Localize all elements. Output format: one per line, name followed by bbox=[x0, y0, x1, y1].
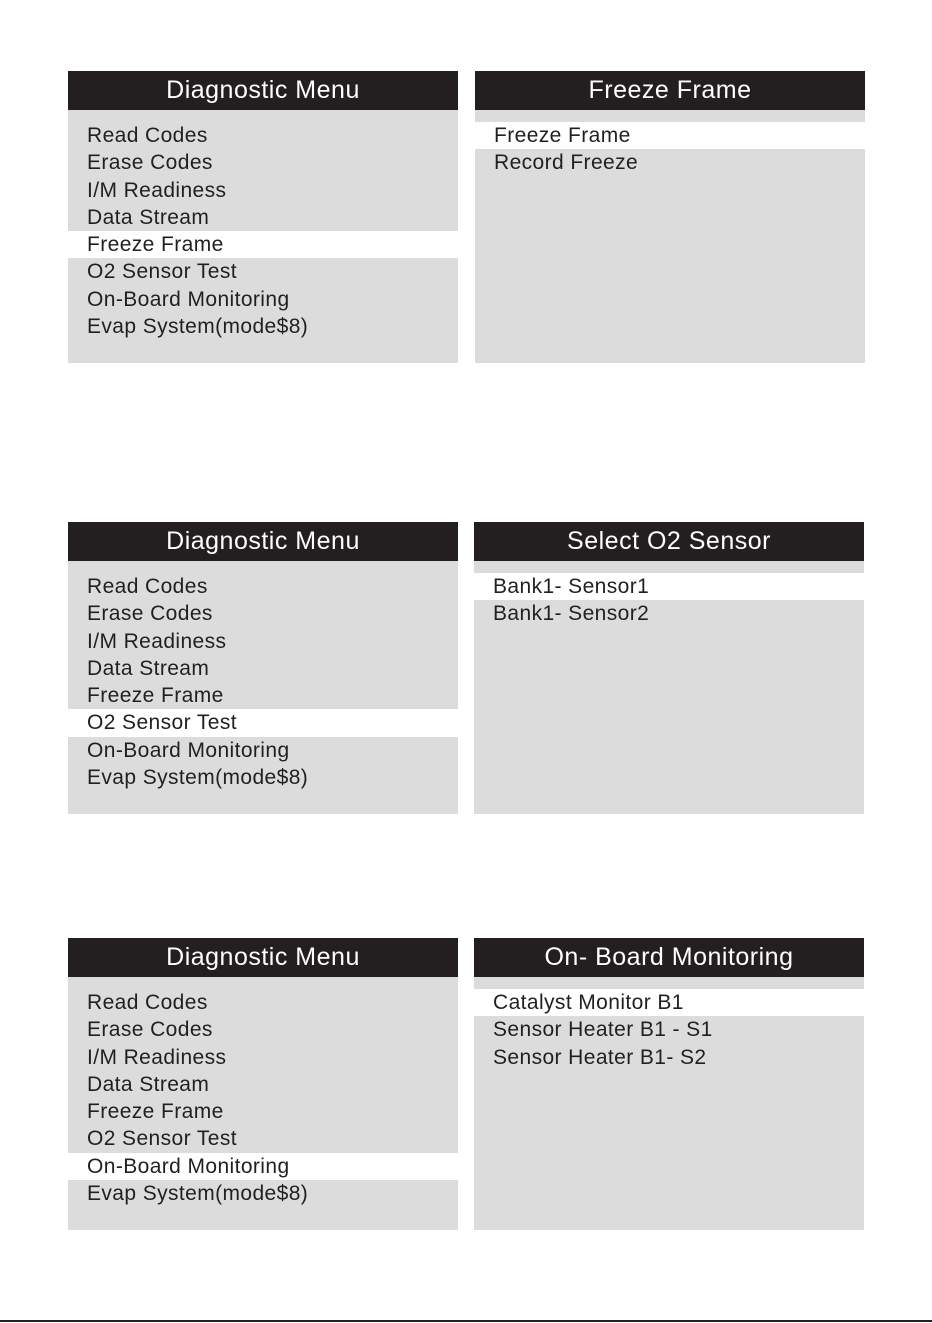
menu-item-record-freeze[interactable]: Record Freeze bbox=[494, 151, 639, 175]
screen-title: Diagnostic Menu bbox=[68, 522, 458, 561]
select-o2-sensor-screen bbox=[474, 522, 864, 814]
diagnostic-menu-screen-1 bbox=[68, 71, 458, 363]
menu-item-on-board-monitoring[interactable]: On-Board Monitoring bbox=[87, 738, 290, 762]
menu-item-erase-codes[interactable]: Erase Codes bbox=[87, 1018, 213, 1042]
menu-item-on-board-monitoring[interactable]: On-Board Monitoring bbox=[68, 1153, 458, 1180]
menu-item-erase-codes[interactable]: Erase Codes bbox=[87, 151, 213, 175]
menu-item-evap-system[interactable]: Evap System(mode$8) bbox=[87, 766, 309, 790]
menu-list bbox=[68, 561, 458, 791]
menu-list bbox=[68, 110, 458, 340]
menu-item-freeze-frame[interactable]: Freeze Frame bbox=[87, 1100, 224, 1124]
menu-item-read-codes[interactable]: Read Codes bbox=[87, 124, 208, 147]
screen-title: Freeze Frame bbox=[475, 71, 865, 110]
diagnostic-menu-screen-2 bbox=[68, 522, 458, 814]
menu-list bbox=[475, 110, 865, 177]
screen-title: Select O2 Sensor bbox=[474, 522, 864, 561]
menu-item-bank1-sensor1[interactable]: Bank1- Sensor1 bbox=[474, 573, 864, 600]
menu-item-sensor-heater-b1-s2[interactable]: Sensor Heater B1- S2 bbox=[493, 1045, 707, 1069]
menu-item-o2-sensor-test[interactable]: O2 Sensor Test bbox=[87, 260, 237, 284]
menu-item-data-stream[interactable]: Data Stream bbox=[87, 656, 210, 680]
menu-item-bank1-sensor2[interactable]: Bank1- Sensor2 bbox=[493, 602, 650, 626]
menu-item-data-stream[interactable]: Data Stream bbox=[87, 205, 210, 229]
menu-item-erase-codes[interactable]: Erase Codes bbox=[87, 602, 213, 626]
menu-list bbox=[68, 977, 458, 1207]
menu-item-im-readiness[interactable]: I/M Readiness bbox=[87, 629, 227, 653]
menu-item-o2-sensor-test[interactable]: O2 Sensor Test bbox=[68, 709, 458, 736]
diagnostic-menu-screen-3 bbox=[68, 938, 458, 1230]
screen-title: Diagnostic Menu bbox=[68, 71, 458, 110]
menu-item-read-codes[interactable]: Read Codes bbox=[87, 991, 208, 1014]
menu-item-freeze-frame[interactable]: Freeze Frame bbox=[68, 231, 458, 258]
menu-item-o2-sensor-test[interactable]: O2 Sensor Test bbox=[87, 1127, 237, 1151]
menu-item-evap-system[interactable]: Evap System(mode$8) bbox=[87, 315, 309, 339]
page-bottom-rule bbox=[0, 1320, 932, 1322]
menu-item-im-readiness[interactable]: I/M Readiness bbox=[87, 1045, 227, 1069]
menu-item-freeze-frame[interactable]: Freeze Frame bbox=[475, 122, 865, 149]
screen-title: On- Board Monitoring bbox=[474, 938, 864, 977]
menu-item-data-stream[interactable]: Data Stream bbox=[87, 1072, 210, 1096]
menu-item-on-board-monitoring[interactable]: On-Board Monitoring bbox=[87, 287, 290, 311]
menu-item-catalyst-monitor-b1[interactable]: Catalyst Monitor B1 bbox=[474, 989, 864, 1016]
freeze-frame-screen bbox=[475, 71, 865, 363]
menu-item-evap-system[interactable]: Evap System(mode$8) bbox=[87, 1182, 309, 1206]
menu-item-im-readiness[interactable]: I/M Readiness bbox=[87, 178, 227, 202]
menu-item-read-codes[interactable]: Read Codes bbox=[87, 575, 208, 598]
menu-item-sensor-heater-b1-s1[interactable]: Sensor Heater B1 - S1 bbox=[493, 1018, 713, 1042]
screen-title: Diagnostic Menu bbox=[68, 938, 458, 977]
menu-item-freeze-frame[interactable]: Freeze Frame bbox=[87, 684, 224, 708]
menu-list bbox=[474, 977, 864, 1071]
on-board-monitoring-screen bbox=[474, 938, 864, 1230]
menu-list bbox=[474, 561, 864, 628]
